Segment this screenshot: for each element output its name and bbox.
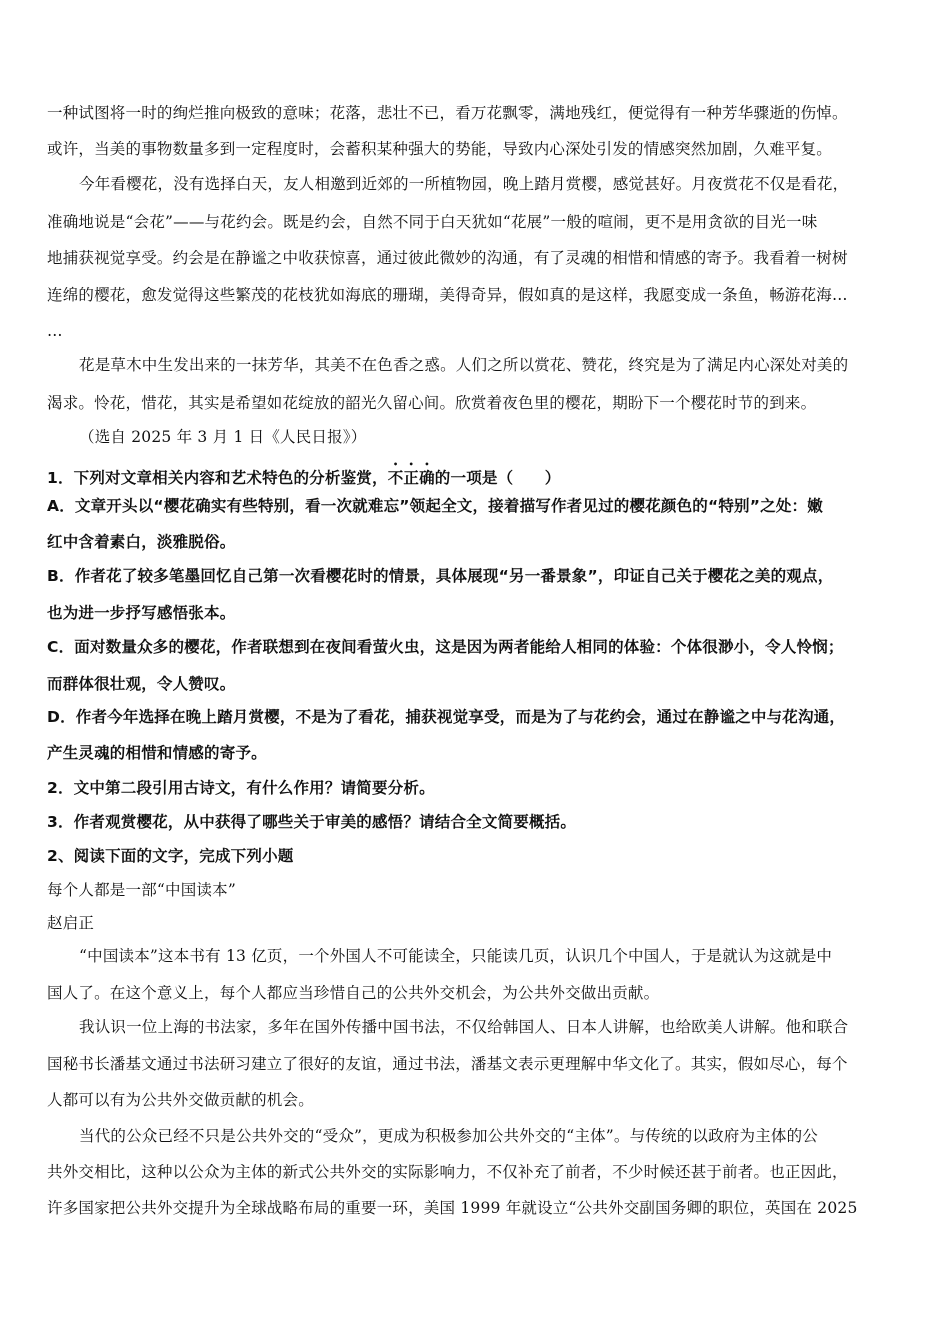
article-line: 当代的公众已经不只是公共外交的“受众”，更成为积极参加公共外交的“主体”。与传统的以政府为主体的公 [79,1127,818,1145]
option-d-line-1: D．作者今年选择在晚上踏月赏樱，不是为了看花，捕获视觉享受，而是为了与花约会，通过在静谧之中与花沟通， [47,708,846,726]
article-line: 人都可以有为公共外交做贡献的机会。 [47,1091,314,1109]
option-a-line-1: A．文章开头以“樱花确实有些特别，看一次就难忘”领起全文，接着描写作者见过的樱花颜色的“特别”之处：嫩 [47,497,823,515]
question-1 [47,460,907,488]
passage-line: 一种试图将一时的绚烂推向极致的意味；花落，悲壮不已，看万花飘零，满地残红，便觉得有一种芳华骤逝的伤悼。 [47,104,848,122]
question-3: 3．作者观赏樱花，从中获得了哪些关于审美的感悟？请结合全文简要概括。 [47,813,577,831]
section-heading: 2、阅读下面的文字，完成下列小题 [47,847,294,865]
question-2: 2．文中第二段引用古诗文，有什么作用？请简要分析。 [47,779,435,797]
article-line: “中国读本”这本书有 13 亿页，一个外国人不可能读全，只能读几页，认识几个中国人，于是就认为这就是中 [79,947,833,965]
question-1-prefix: 1．下列对文章相关内容和艺术特色的分析鉴赏， [47,469,388,487]
option-d-line-2: 产生灵魂的相惜和情感的寄予。 [47,744,267,762]
passage-line: 连绵的樱花，愈发觉得这些繁茂的花枝犹如海底的珊瑚，美得奇异，假如真的是这样，我愿变成一条鱼，畅游花海… [47,286,848,304]
source-citation: （选自 2025 年 3 月 1 日《人民日报》） [79,428,367,446]
passage-line: … [47,322,63,340]
question-1-suffix: 的一项是（ ） [434,469,561,487]
article-line: 许多国家把公共外交提升为全球战略布局的重要一环，美国 1999 年就设立“公共外交副国务卿的职位，英国在 2025 [47,1199,858,1217]
passage-line: 渴求。怜花，惜花，其实是希望如花绽放的韶光久留心间。欣赏着夜色里的樱花，期盼下一个樱花时节的到来。 [47,394,817,412]
option-b-line-2: 也为进一步抒写感悟张本。 [47,604,236,622]
article-line: 我认识一位上海的书法家，多年在国外传播中国书法，不仅给韩国人、日本人讲解，也给欧美人讲解。他和联合 [79,1018,849,1036]
article-author: 赵启正 [47,914,95,932]
passage-line: 花是草木中生发出来的一抹芳华，其美不在色香之惑。人们之所以赏花、赞花，终究是为了满足内心深处对美的 [79,356,849,374]
option-c-line-1: C．面对数量众多的樱花，作者联想到在夜间看萤火虫，这是因为两者能给人相同的体验：个体很渺小，令人怜悯； [47,638,844,656]
passage-line: 或许，当美的事物数量多到一定程度时，会蓄积某种强大的势能，导致内心深处引发的情感突然加剧，久难平复。 [47,140,833,158]
article-line: 国秘书长潘基文通过书法研习建立了很好的友谊，通过书法，潘基文表示更理解中华文化了。其实，假如尽心，每个 [47,1055,848,1073]
passage-line: 今年看樱花，没有选择白天，友人相邀到近郊的一所植物园，晚上踏月赏樱，感觉甚好。月夜赏花不仅是看花， [79,175,849,193]
article-title: 每个人都是一部“中国读本” [47,881,236,899]
option-b-line-1: B．作者花了较多笔墨回忆自己第一次看樱花时的情景，具体展现“另一番景象”，印证自己关于樱花之美的观点， [47,567,834,585]
question-1-emphasis: 不正确 [387,469,435,487]
article-line: 共外交相比，这种以公众为主体的新式公共外交的实际影响力，不仅补充了前者，不少时候还甚于前者。也正因此， [47,1163,848,1181]
passage-line: 准确地说是“会花”——与花约会。既是约会，自然不同于白天犹如“花展”一般的喧闹，更不是用贪欲的目光一味 [47,213,818,231]
option-c-line-2: 而群体很壮观，令人赞叹。 [47,675,236,693]
option-a-line-2: 红中含着素白，淡雅脱俗。 [47,533,236,551]
passage-line: 地捕获视觉享受。约会是在静谧之中收获惊喜，通过彼此微妙的沟通，有了灵魂的相惜和情感的寄予。我看着一树树 [47,249,848,267]
article-line: 国人了。在这个意义上，每个人都应当珍惜自己的公共外交机会，为公共外交做出贡献。 [47,984,660,1002]
